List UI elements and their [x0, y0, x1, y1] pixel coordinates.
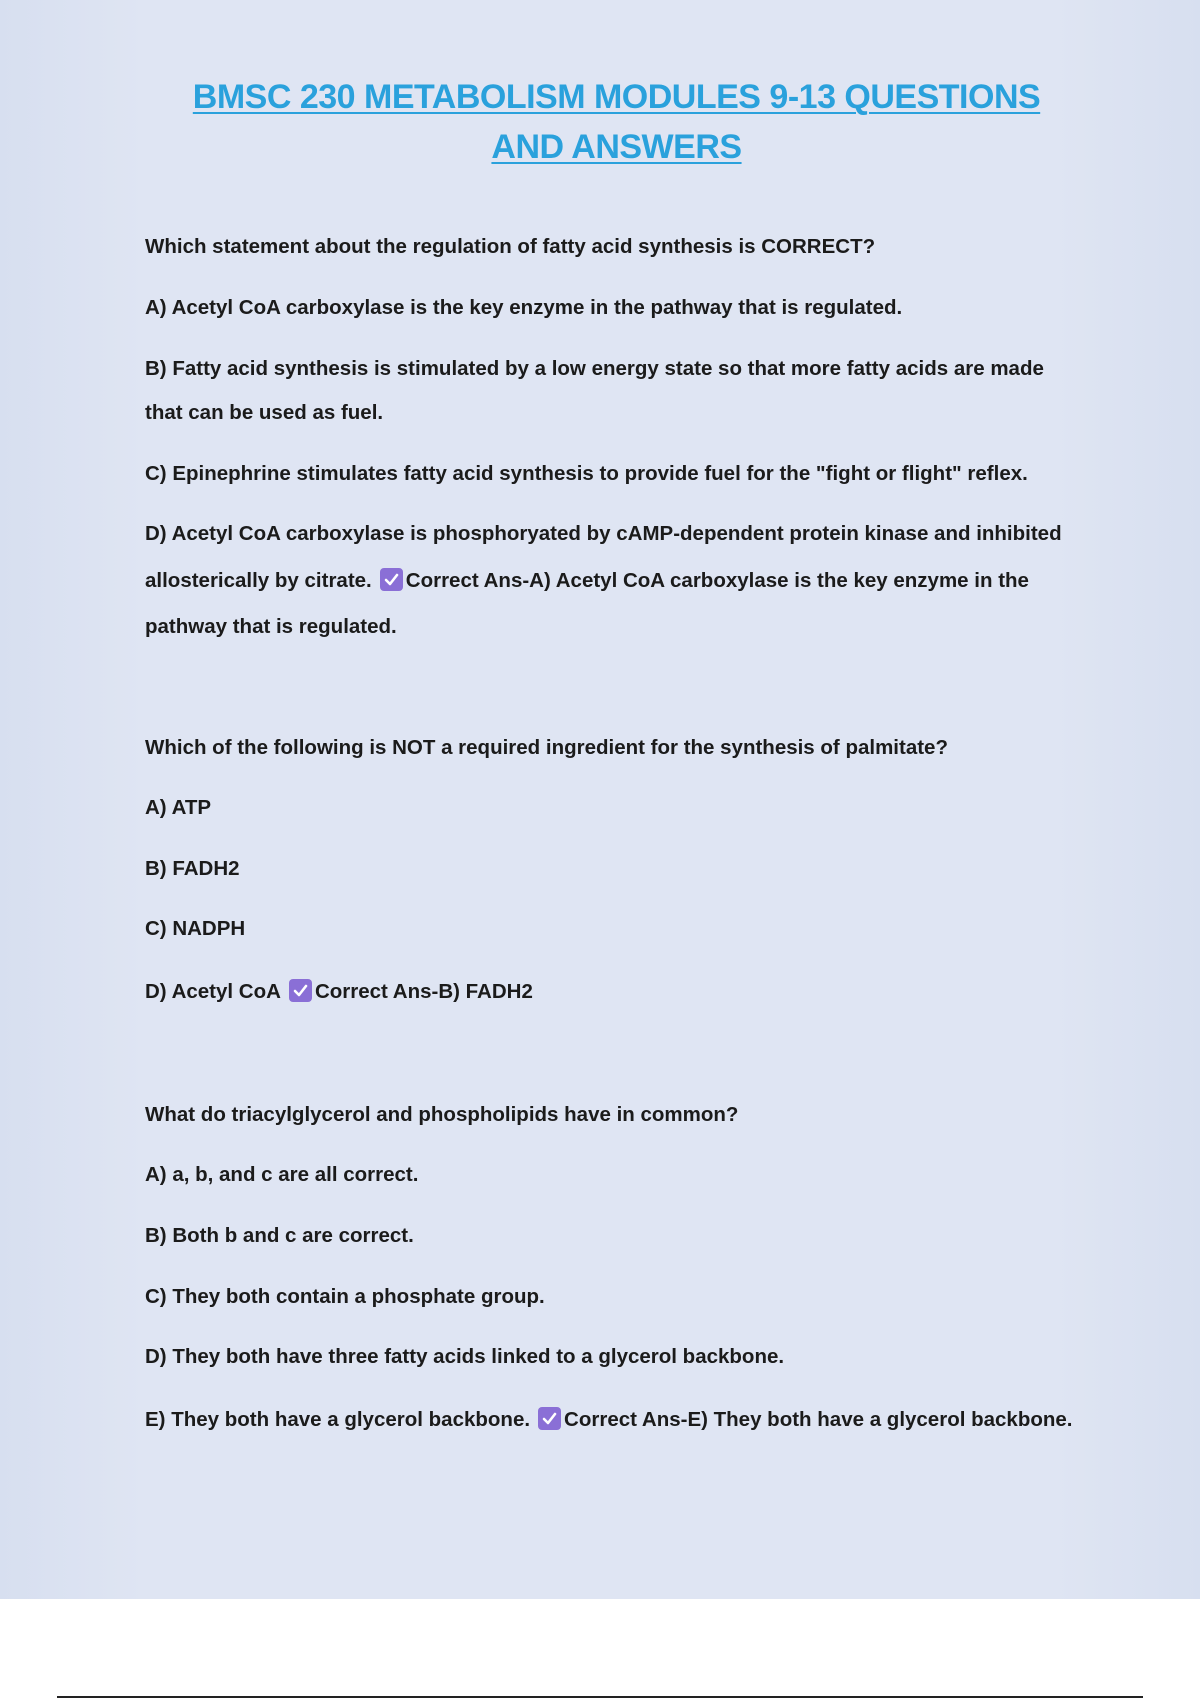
footer-divider [57, 1696, 1143, 1698]
q3-correct-answer: Correct Ans-E) They both have a glycerol backbone. [564, 1408, 1073, 1431]
q1-option-d-line-2 [145, 568, 1029, 594]
q1-correct-answer-line-2: pathway that is regulated. [145, 615, 397, 638]
q1-option-c: C) Epinephrine stimulates fatty acid synthesis to provide fuel for the "fight or flight" reflex. [145, 462, 1028, 485]
q1-correct-answer: Correct Ans-A) Acetyl CoA carboxylase is the key enzyme in the [405, 569, 1029, 592]
q1-option-b-line-1: B) Fatty acid synthesis is stimulated by a low energy state so that more fatty acids are made [145, 357, 1044, 380]
q2-correct-answer: Correct Ans-B) FADH2 [314, 980, 533, 1003]
q1-option-d-line-1: D) Acetyl CoA carboxylase is phosphoryated by cAMP-dependent protein kinase and inhibited [145, 522, 1062, 545]
question-3: What do triacylglycerol and phospholipids have in common? [145, 1103, 739, 1126]
q1-option-d-text: allosterically by citrate. [145, 569, 372, 592]
q2-option-b: B) FADH2 [145, 857, 240, 880]
q2-option-a: A) ATP [145, 796, 212, 819]
q2-option-d: D) Acetyl CoA [145, 980, 281, 1003]
checkmark-box-icon [289, 979, 312, 1002]
document-title-line-2: AND ANSWERS [491, 128, 742, 166]
q3-option-e: E) They both have a glycerol backbone. [145, 1408, 531, 1431]
q3-option-b: B) Both b and c are correct. [145, 1224, 414, 1247]
q2-option-c: C) NADPH [145, 917, 246, 940]
q1-option-a: A) Acetyl CoA carboxylase is the key enzyme in the pathway that is regulated. [145, 296, 903, 319]
q3-option-e-row [145, 1407, 1073, 1433]
q2-option-d-row [145, 979, 533, 1005]
question-1: Which statement about the regulation of fatty acid synthesis is CORRECT? [145, 235, 876, 258]
q1-option-b-line-2: that can be used as fuel. [145, 401, 384, 424]
q3-option-c: C) They both contain a phosphate group. [145, 1285, 545, 1308]
q3-option-a: A) a, b, and c are all correct. [145, 1163, 419, 1186]
checkmark-box-icon [538, 1407, 561, 1430]
question-2: Which of the following is NOT a required ingredient for the synthesis of palmitate? [145, 736, 948, 759]
q3-option-d: D) They both have three fatty acids linked to a glycerol backbone. [145, 1345, 785, 1368]
checkmark-box-icon [380, 568, 403, 591]
document-title-line-1: BMSC 230 METABOLISM MODULES 9-13 QUESTIONS [192, 78, 1041, 116]
